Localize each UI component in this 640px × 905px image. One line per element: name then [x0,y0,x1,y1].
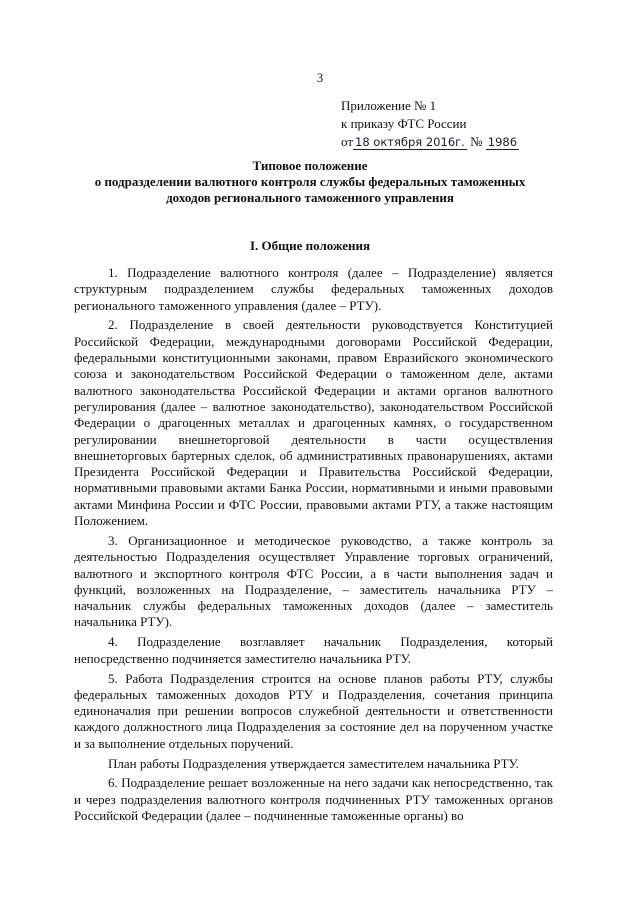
appendix-order-ref: к приказу ФТС России [341,116,467,131]
paragraph-6: 6. Подразделение решает возложенные на него задачи как непосредственно, так и через подразделения валютного контроля подчиненных РТУ таможенных органов Российской Федерации (далее – подчиненные таможенные органы) во [74,775,553,824]
document-body [74,265,553,828]
appendix-date: 18 октября 2016г. [355,135,465,149]
section-heading: I. Общие положения [250,238,370,253]
paragraph-5-plan: План работы Подразделения утверждается заместителем начальника РТУ. [108,755,519,771]
appendix-number: 1986 [487,135,518,149]
paragraph-1: 1. Подразделение валютного контроля (далее – Подразделение) является структурным подразделением службы федеральных таможенных доходов регионального таможенного управления (далее – РТУ). [74,265,553,313]
appendix-title: Приложение № 1 [341,98,437,113]
paragraph-5: 5. Работа Подразделения строится на основе планов работы РТУ, службы федеральных таможенных доходов РТУ и Подразделения, сочетания принципа единоначалия при решении вопросов служебной деятельности и ответственности каждого должностного лица Подразделения за состояние дел на порученном участке и за выполнение отдельных поручений. [74,670,553,751]
document-title-line-3: доходов регионального таможенного управления [166,190,454,205]
paragraph-4: 4. Подразделение возглавляет начальник Подразделения, который непосредственно подчиняется заместителю начальника РТУ. [74,634,553,666]
appendix-date-prefix: от [341,134,354,149]
appendix-date-line [341,133,519,151]
appendix-number-label: № [470,134,483,149]
document-title-line-2: о подразделении валютного контроля службы федеральных таможенных [94,174,526,189]
page-number: 3 [316,71,324,85]
document-title [60,158,560,206]
document-title-line-1: Типовое положение [252,158,368,173]
appendix-block [341,97,519,151]
paragraph-3: 3. Организационное и методическое руководство, а также контроль за деятельностью Подразделения осуществляет Управление торговых ограничений, валютного и экспортного контроля ФТС России, а в части выполнения задач и функций, возложенных на Подразделение, – заместитель начальника РТУ – начальник службы федеральных таможенных доходов (далее – заместитель начальника РТУ). [74,532,553,630]
paragraph-2: 2. Подразделение в своей деятельности руководствуется Конституцией Российской Федерации, международными договорами Российской Федерации, федеральными конституционными законами, правом Евразийского экономического союза и законодательством Российской Федерации о таможенном деле, актами валютного законодательства Российской Федерации и актами органов валютного регулирования (далее – валютное законодательство), законодательством Российской Федерации о драгоценных металлах и драгоценных камнях, о государственном регулировании внешнеторговой деятельности в части осуществления внешнеторговых бартерных сделок, об административных правонарушениях, актами Президента Российской Федерации и Правительства Российской Федерации, нормативными правовыми актами Банка России, нормативными и иными правовыми актами Минфина России и ФТС России, правовыми актами РТУ, а также настоящим Положением. [74,317,553,529]
